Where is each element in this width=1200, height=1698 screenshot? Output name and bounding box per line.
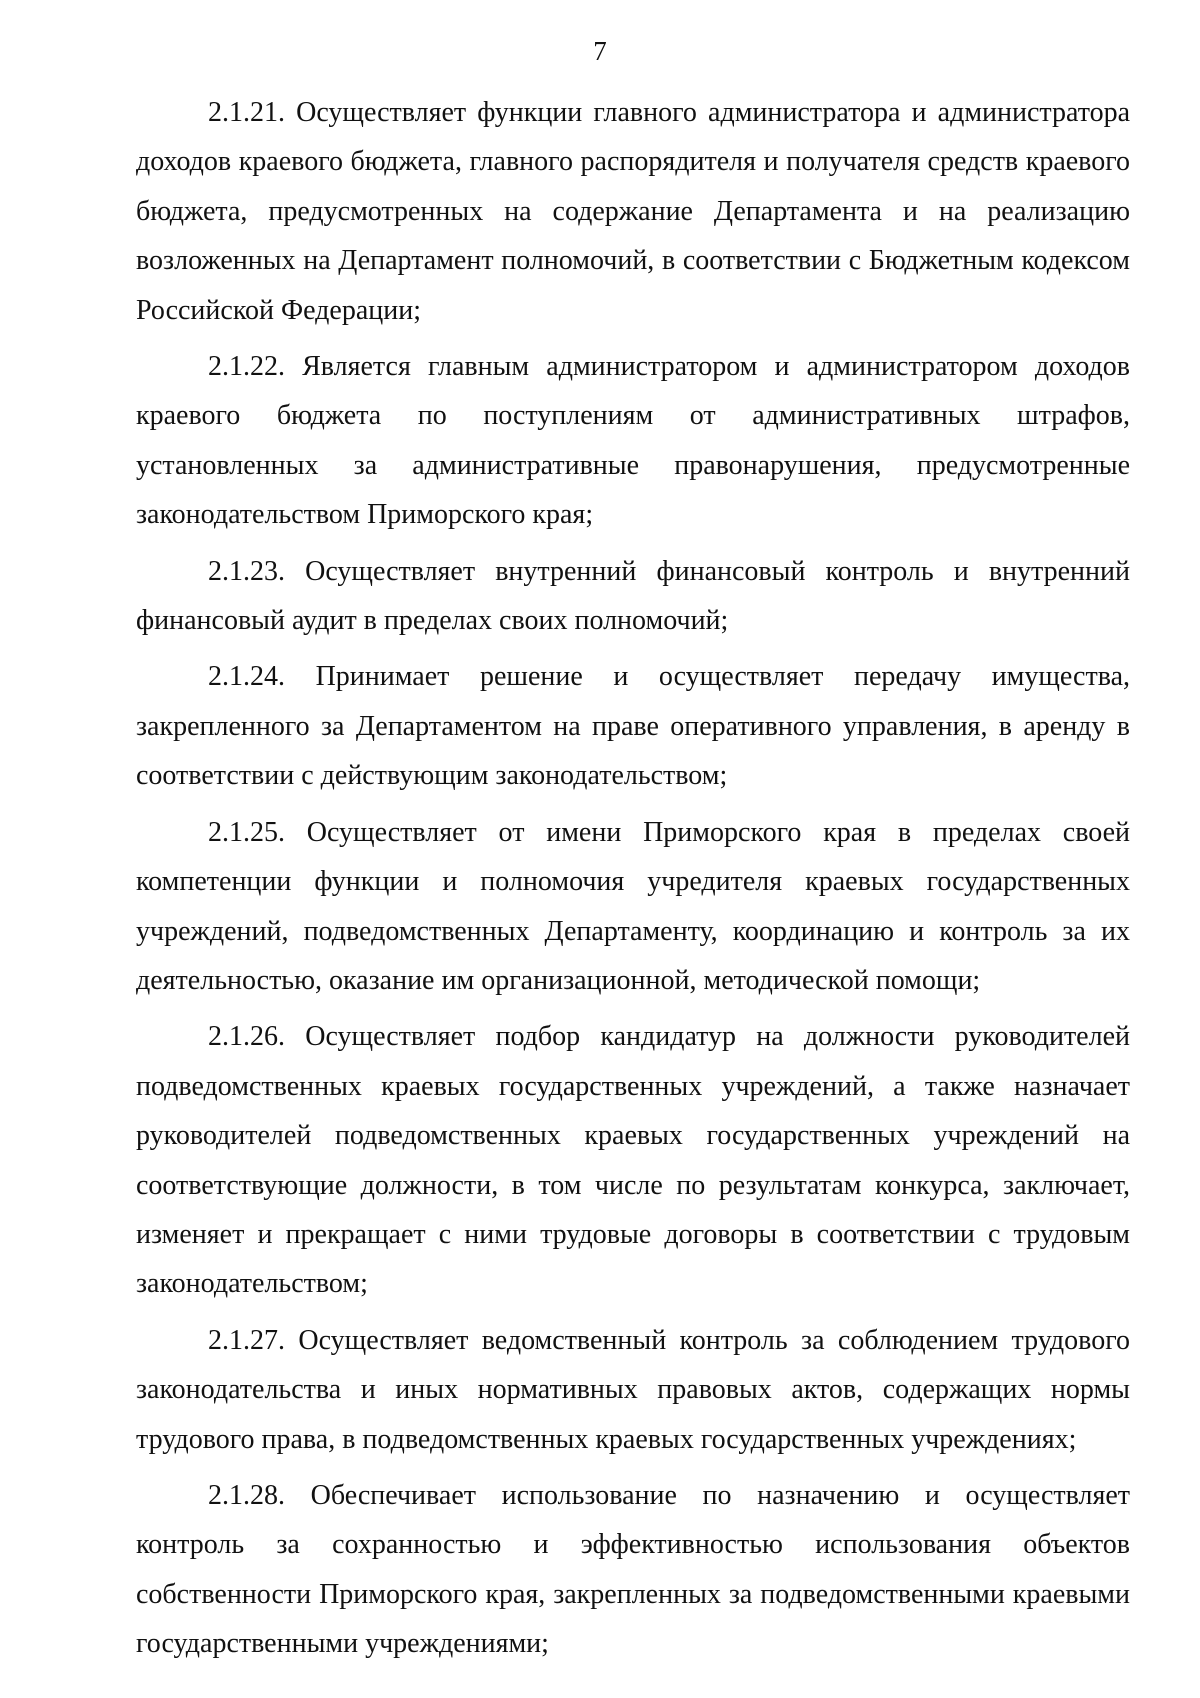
document-body bbox=[136, 88, 1130, 1676]
paragraph-2-1-23: 2.1.23. Осуществляет внутренний финансовый контроль и внутренний финансовый аудит в пределах своих полномочий; bbox=[136, 555, 1130, 637]
paragraph-2-1-22: 2.1.22. Является главным администратором и администратором доходов краевого бюджета по поступлениям от административных штрафов, установленных за административные правонарушения, предусмотренные законодательством Приморского края; bbox=[136, 351, 1130, 531]
paragraph-2-1-27: 2.1.27. Осуществляет ведомственный контроль за соблюдением трудового законодательства и иных нормативных правовых актов, содержащих нормы трудового права, в подведомственных краевых государственных учреждениях; bbox=[136, 1324, 1130, 1455]
paragraph-2-1-28: 2.1.28. Обеспечивает использование по назначению и осуществляет контроль за сохранностью и эффективностью использования объектов собственности Приморского края, закрепленных за подведомственными краевыми государственными учреждениями; bbox=[136, 1479, 1130, 1660]
paragraph-2-1-24: 2.1.24. Принимает решение и осуществляет передачу имущества, закрепленного за Департаментом на праве оперативного управления, в аренду в соответствии с действующим законодательством; bbox=[136, 661, 1130, 792]
page-number: 7 bbox=[593, 36, 607, 66]
paragraph-2-1-21: 2.1.21. Осуществляет функции главного администратора и администратора доходов краевого бюджета, главного распорядителя и получателя средств краевого бюджета, предусмотренных на содержание Департамента и на реализацию возложенных на Департамент полномочий, в соответствии с Бюджетным кодексом Российской Федерации; bbox=[136, 97, 1130, 326]
paragraph-2-1-26: 2.1.26. Осуществляет подбор кандидатур на должности руководителей подведомственных краевых государственных учреждений, а также назначает руководителей подведомственных краевых государственных учреждений на соответствующие должности, в том числе по результатам конкурса, заключает, изменяет и прекращает с ними трудовые договоры в соответствии с трудовым законодательством; bbox=[136, 1021, 1130, 1300]
paragraph-2-1-25: 2.1.25. Осуществляет от имени Приморского края в пределах своей компетенции функции и полномочия учредителя краевых государственных учреждений, подведомственных Департаменту, координацию и контроль за их деятельностью, оказание им организационной, методической помощи; bbox=[136, 816, 1130, 996]
